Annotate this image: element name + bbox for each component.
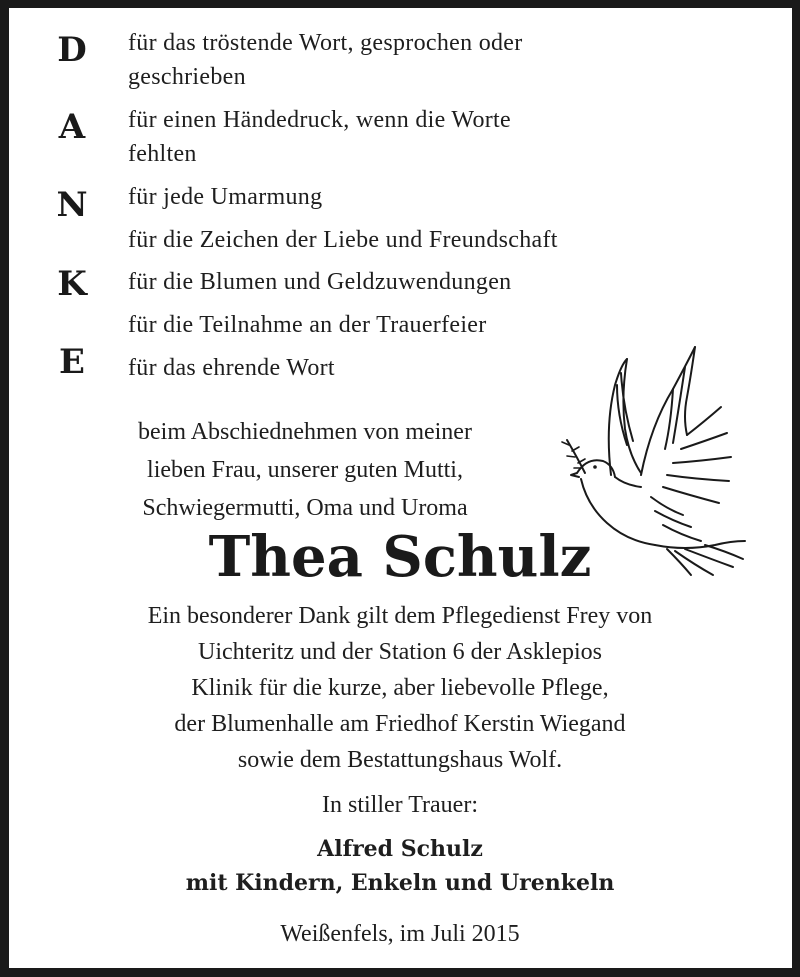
thanks-line: für einen Händedruck, wenn die Worte [128, 107, 511, 133]
special-thanks-line: sowie dem Bestattungshaus Wolf. [237, 747, 563, 773]
deceased-name: Thea Schulz [208, 524, 592, 590]
special-thanks [30, 598, 770, 778]
special-thanks-line: Uichteritz und der Station 6 der Asklepios [198, 639, 602, 665]
thanks-line: geschrieben [128, 64, 246, 90]
acrostic-letter-e: E [59, 342, 85, 382]
thanks-line: für das tröstende Wort, gesprochen oder [128, 30, 523, 56]
farewell-text [60, 413, 550, 527]
farewell-line: lieben Frau, unserer guten Mutti, [147, 457, 463, 483]
signer-family: mit Kindern, Enkeln und Urenkeln [185, 870, 615, 896]
thanks-line: für jede Umarmung [128, 184, 323, 210]
signers [100, 832, 700, 900]
place-date: Weißenfels, im Juli 2015 [280, 921, 520, 947]
special-thanks-line: Klinik für die kurze, aber liebevolle Pflege, [191, 675, 609, 701]
signer-name: Alfred Schulz [317, 836, 483, 862]
special-thanks-line: Ein besonderer Dank gilt dem Pflegedienst Frey von [147, 603, 653, 629]
thanks-line: fehlten [128, 141, 197, 167]
farewell-line: beim Abschiednehmen von meiner [138, 419, 472, 445]
special-thanks-line: der Blumenhalle am Friedhof Kerstin Wiegand [174, 711, 626, 737]
thanks-line: für die Teilnahme an der Trauerfeier [128, 312, 487, 338]
acrostic-letter-n: N [56, 185, 88, 225]
farewell-line: Schwiegermutti, Oma und Uroma [142, 495, 468, 521]
thanks-line: für die Blumen und Geldzuwendungen [128, 269, 512, 295]
acrostic-letter-k: K [57, 264, 87, 304]
mourning-heading: In stiller Trauer: [322, 792, 478, 818]
thanks-line: für das ehrende Wort [128, 355, 335, 381]
acrostic-letter-a: A [58, 107, 86, 147]
acrostic-letter-d: D [57, 30, 87, 70]
thanks-line: für die Zeichen der Liebe und Freundschaft [128, 227, 558, 253]
